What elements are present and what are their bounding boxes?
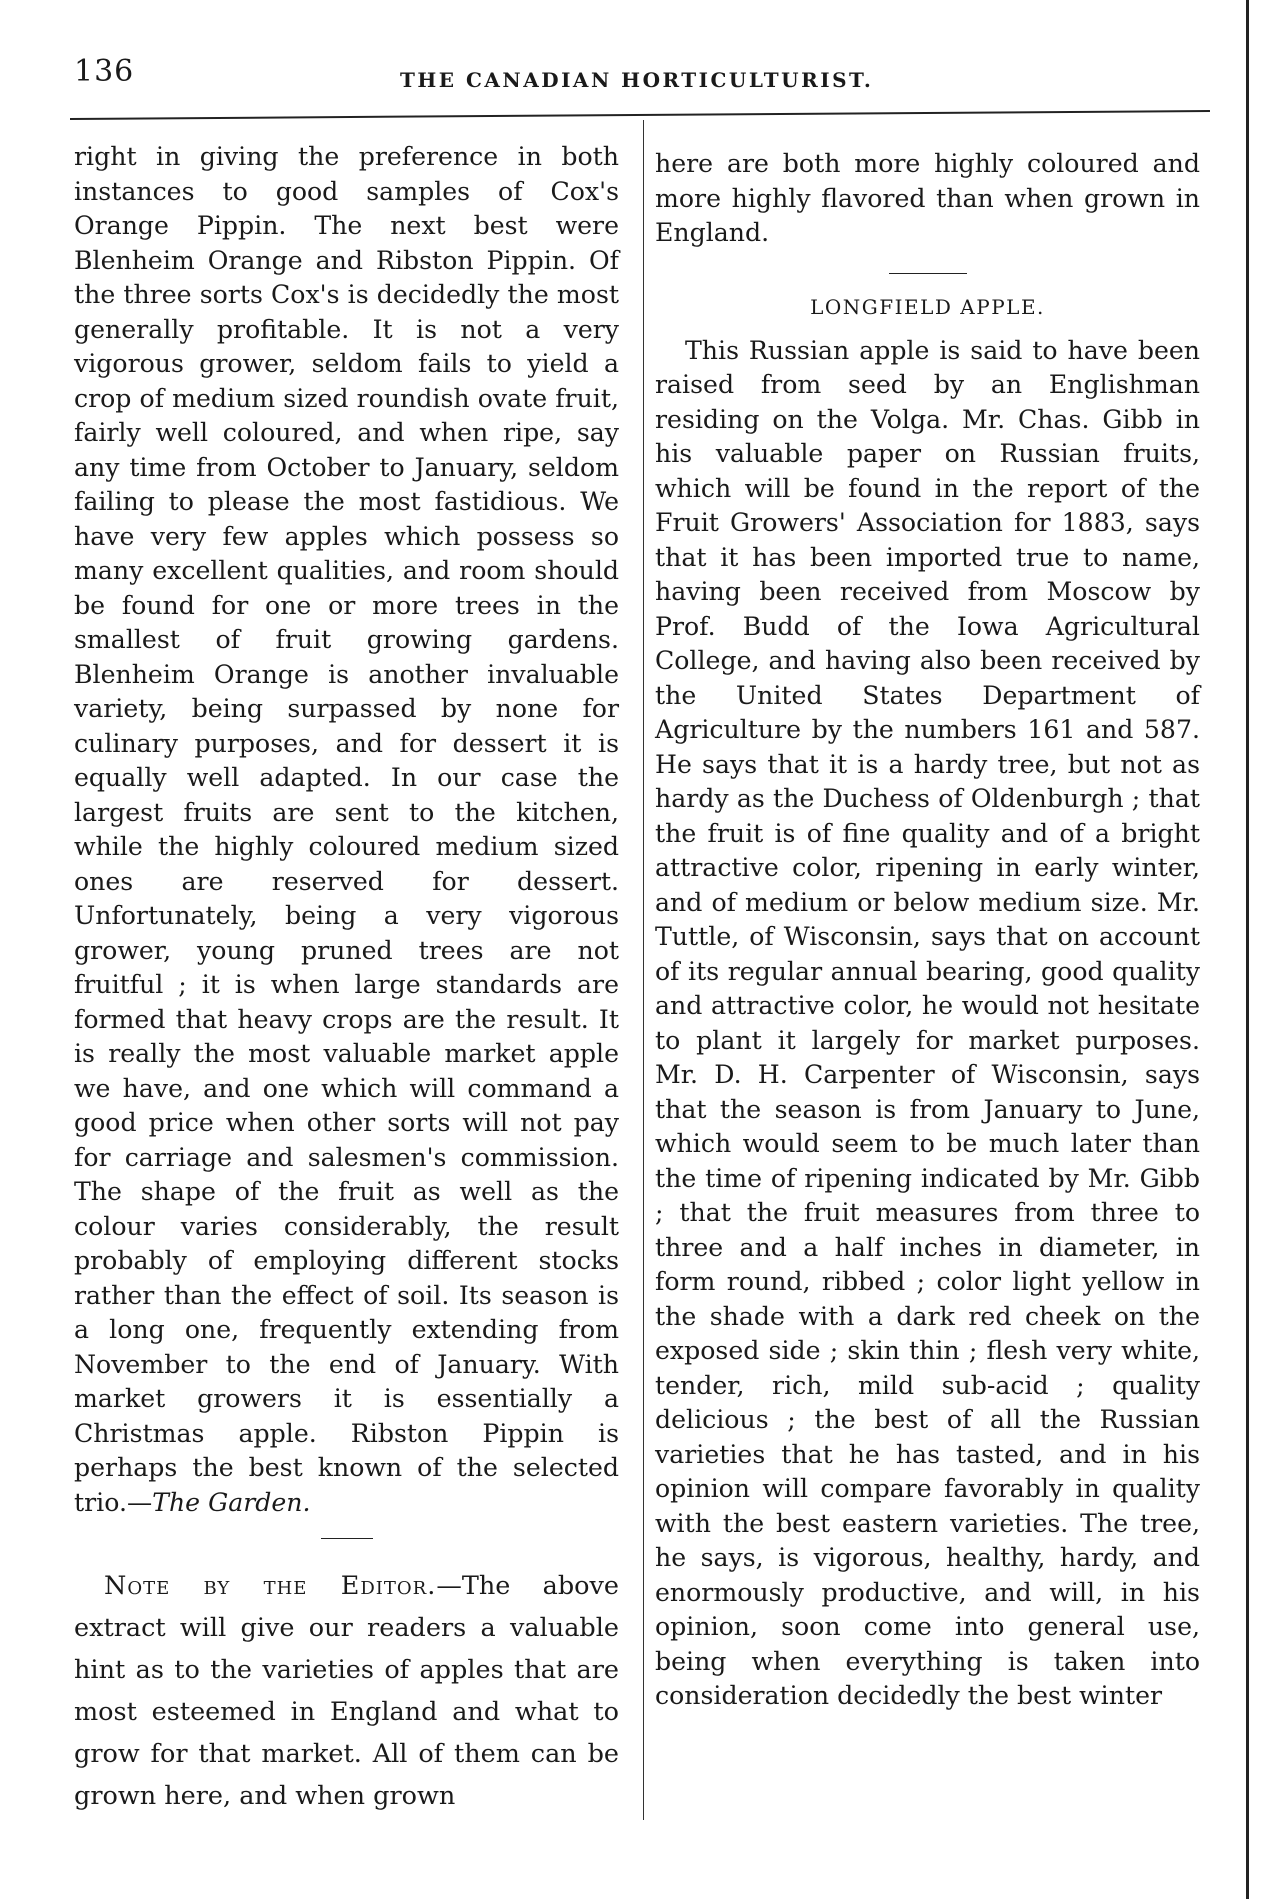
article-body-continued	[74, 140, 619, 1520]
left-column	[74, 140, 619, 1817]
column-divider	[643, 120, 644, 1820]
page-header	[70, 48, 1220, 108]
section-separator	[889, 273, 967, 274]
editor-note	[74, 1565, 619, 1817]
page-edge-rule	[1246, 0, 1249, 1899]
section-separator	[321, 1538, 373, 1539]
header-rule	[70, 110, 1210, 120]
editor-note-label: Note by the Editor.	[104, 1571, 437, 1601]
editor-note-text: —The above extract will give our readers a valuable hint as to the varieties of apples that are most esteemed in England and what to grow for that market. All of them can be grown here, and when grown	[74, 1571, 619, 1811]
article-text: right in giving the preference in both instances to good samples of Cox's Orange Pippin. The next best were Blenheim Orange and Ribston Pippin. Of the three sorts Cox's is decidedly the most generally profitable. It is not a very vigorous grower, seldom fails to yield a crop of medium sized roundish ovate fruit, fairly well coloured, and when ripe, say any time from October to January, seldom failing to please the most fastidious. We have very few apples which possess so many excellent qualities, and room should be found for one or more trees in the smallest of fruit growing gardens. Blenheim Orange is another invaluable variety, being surpassed by none for culinary purposes, and for dessert it is equally well adapted. In our case the largest fruits are sent to the kitchen, while the highly coloured medium sized ones are reserved for dessert. Unfortunately, being a very vigorous grower, young pruned trees are not fruitful ; it is when large standards are formed that heavy crops are the result. It is really the most valuable market apple we have, and one which will command a good price when other sorts will not pay for carriage and salesmen's commission. The shape of the fruit as well as the colour varies considerably, the result probably of employing different stocks rather than the effect of soil. Its season is a long one, frequently extending from November to the end of January. With market growers it is essentially a Christmas apple. Ribston Pippin is perhaps the best known of the selected trio.—	[74, 142, 619, 1517]
section-title: LONGFIELD APPLE.	[810, 294, 1045, 319]
longfield-apple-article: This Russian apple is said to have been raised from seed by an Englishman residing on the Volga. Mr. Chas. Gibb in his valuable paper on Russian fruits, which will be found in the report of the Fruit Growers' Association for 1883, says that it has been imported true to name, having been received from Moscow by Prof. Budd of the Iowa Agricultural College, and having also been received by the United States Department of Agriculture by the numbers 161 and 587. He says that it is a hardy tree, but not as hardy as the Duchess of Oldenburgh ; that the fruit is of fine quality and of a bright attractive color, ripening in early winter, and of medium or below medium size. Mr. Tuttle, of Wisconsin, says that on account of its regular annual bearing, good quality and attractive color, he would not hesitate to plant it largely for market purposes. Mr. D. H. Carpenter of Wisconsin, says that the season is from January to June, which would seem to be much later than the time of ripening indicated by Mr. Gibb ; that the fruit measures from three to three and a half inches in diameter, in form round, ribbed ; color light yellow in the shade with a dark red cheek on the exposed side ; skin thin ; flesh very white, tender, rich, mild sub-acid ; quality delicious ; the best of all the Russian varieties that he has tasted, and in his opinion will compare favorably in quality with the best eastern varieties. The tree, he says, is vigorous, healthy, hardy, and enormously productive, and will, in his opinion, soon come into general use, being when everything is taken into consideration decidedly the best winter	[655, 335, 1200, 1710]
editor-note-continued: here are both more highly coloured and more highly flavored than when grown in England.	[655, 149, 1200, 247]
page-number: 136	[74, 54, 135, 89]
right-column	[655, 147, 1200, 1714]
article-attribution: The Garden.	[152, 1487, 311, 1517]
running-title: THE CANADIAN HORTICULTURIST.	[400, 68, 874, 92]
